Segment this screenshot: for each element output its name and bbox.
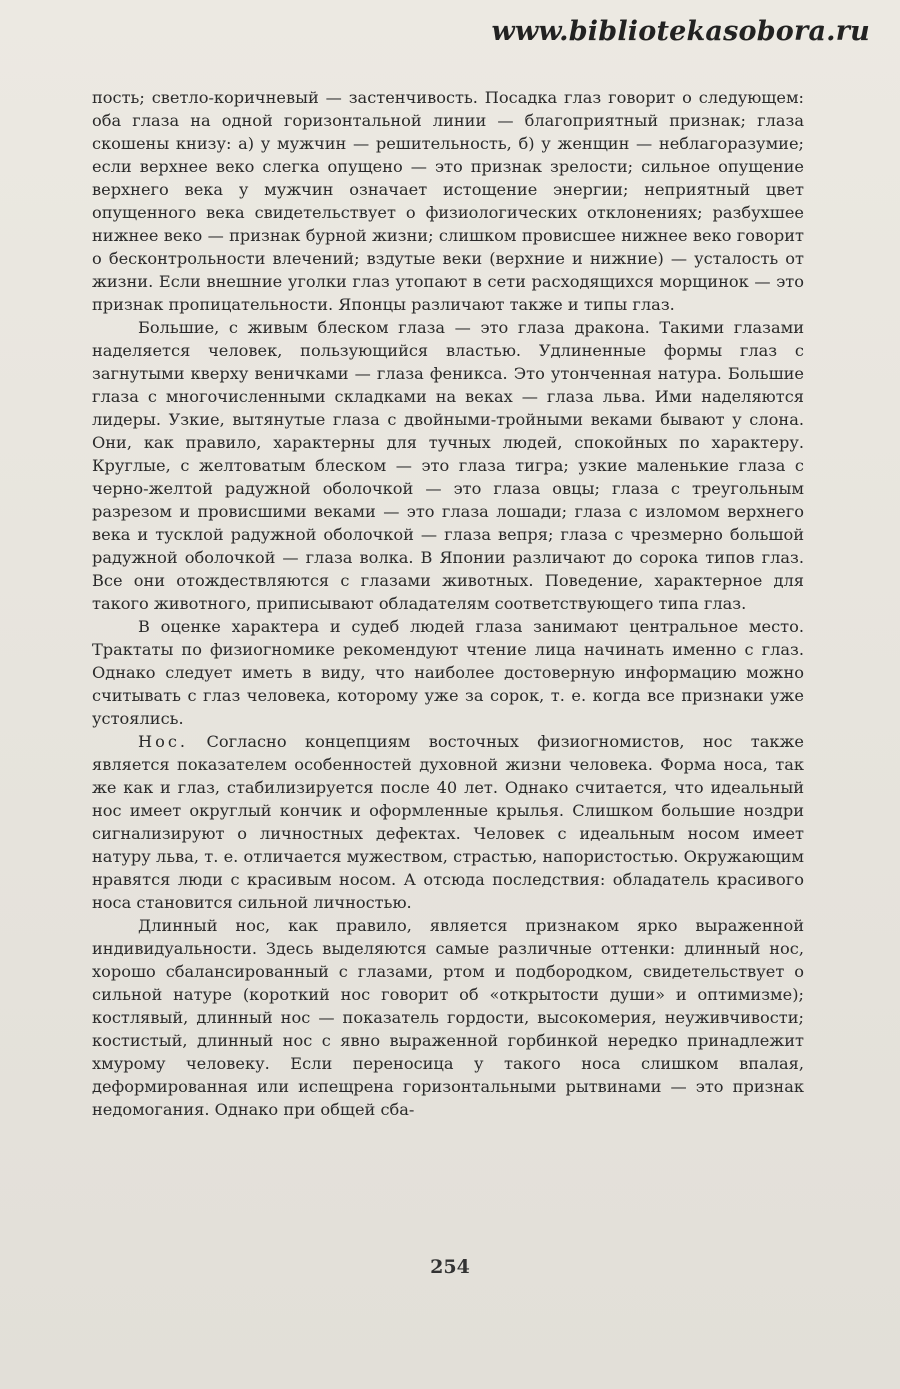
paragraph-4-body: Согласно концепциям восточных физиогномистов, нос также является показателем особенностей духовной жизни человека. Форма носа, так же как и глаз, стабилизируется после 40 лет. Однако считается, что идеальный нос имеет округлый кончик и оформленные крылья. Слишком большие ноздри сигнализируют о личностных дефектах. Человек с идеальным носом имеет натуру льва, т. е. отличается мужеством, страстью, напористостью. Окружающим нравятся люди с красивым носом. А отсюда последствия: обладатель красивого носа становится сильной личностью.: [92, 732, 804, 912]
paragraph-3: В оценке характера и судеб людей глаза занимают центральное место. Трактаты по физиогномике рекомендуют чтение лица начинать именно с глаз. Однако следует иметь в виду, что наиболее достоверную информацию можно считывать с глаз человека, которому уже за сорок, т. е. когда все признаки уже устоялись.: [92, 617, 804, 728]
page-text: [92, 86, 804, 1121]
watermark: www.bibliotekasobora.ru: [491, 16, 870, 47]
paragraph-2: Большие, с живым блеском глаза — это глаза дракона. Такими глазами наделяется человек, пользующийся властью. Удлиненные формы глаз с загнутыми кверху веничками — глаза феникса. Это утонченная натура. Большие глаза с многочисленными складками на веках — глаза льва. Ими наделяются лидеры. Узкие, вытянутые глаза с двойными-тройными веками бывают у слона. Они, как правило, характерны для тучных людей, спокойных по характеру. Круглые, с желтоватым блеском — это глаза тигра; узкие маленькие глаза с черно-желтой радужной оболочкой — это глаза овцы; глаза с треугольным разрезом и провисшими веками — это глаза лошади; глаза с изломом верхнего века и тусклой радужной оболочкой — глаза вепря; глаза с чрезмерно большой радужной оболочкой — глаза волка. В Японии различают до сорока типов глаз. Все они отождествляются с глазами животных. Поведение, характерное для такого животного, приписывают обладателям соответствующего типа глаз.: [92, 318, 804, 613]
section-lead: Нос.: [138, 732, 189, 751]
paragraph-5: Длинный нос, как правило, является признаком ярко выраженной индивидуальности. Здесь выделяются самые различные оттенки: длинный нос, хорошо сбалансированный с глазами, ртом и подбородком, свидетельствует о сильной натуре (короткий нос говорит об «открытости души» и оптимизме); костлявый, длинный нос — показатель гордости, высокомерия, неуживчивости; костистый, длинный нос с явно выраженной горбинкой нередко принадлежит хмурому человеку. Если переносица у такого носа слишком впалая, деформированная или испещрена горизонтальными рытвинами — это признак недомогания. Однако при общей сба-: [92, 916, 804, 1119]
page-number: 254: [430, 1256, 470, 1278]
paragraph-1: пость; светло-коричневый — застенчивость. Посадка глаз говорит о следующем: оба глаза на одной горизонтальной линии — благоприятный признак; глаза скошены книзу: а) у мужчин — решительность, б) у женщин — неблагоразумие; если верхнее веко слегка опущено — это признак зрелости; сильное опущение верхнего века у мужчин означает истощение энергии; неприятный цвет опущенного века свидетельствует о физиологических отклонениях; разбухшее нижнее веко — признак бурной жизни; слишком провисшее нижнее веко говорит о бесконтрольности влечений; вздутые веки (верхние и нижние) — усталость от жизни. Если внешние уголки глаз утопают в сети расходящихся морщинок — это признак пропицательности. Японцы различают также и типы глаз.: [92, 88, 804, 314]
paragraph-4: [92, 730, 804, 914]
